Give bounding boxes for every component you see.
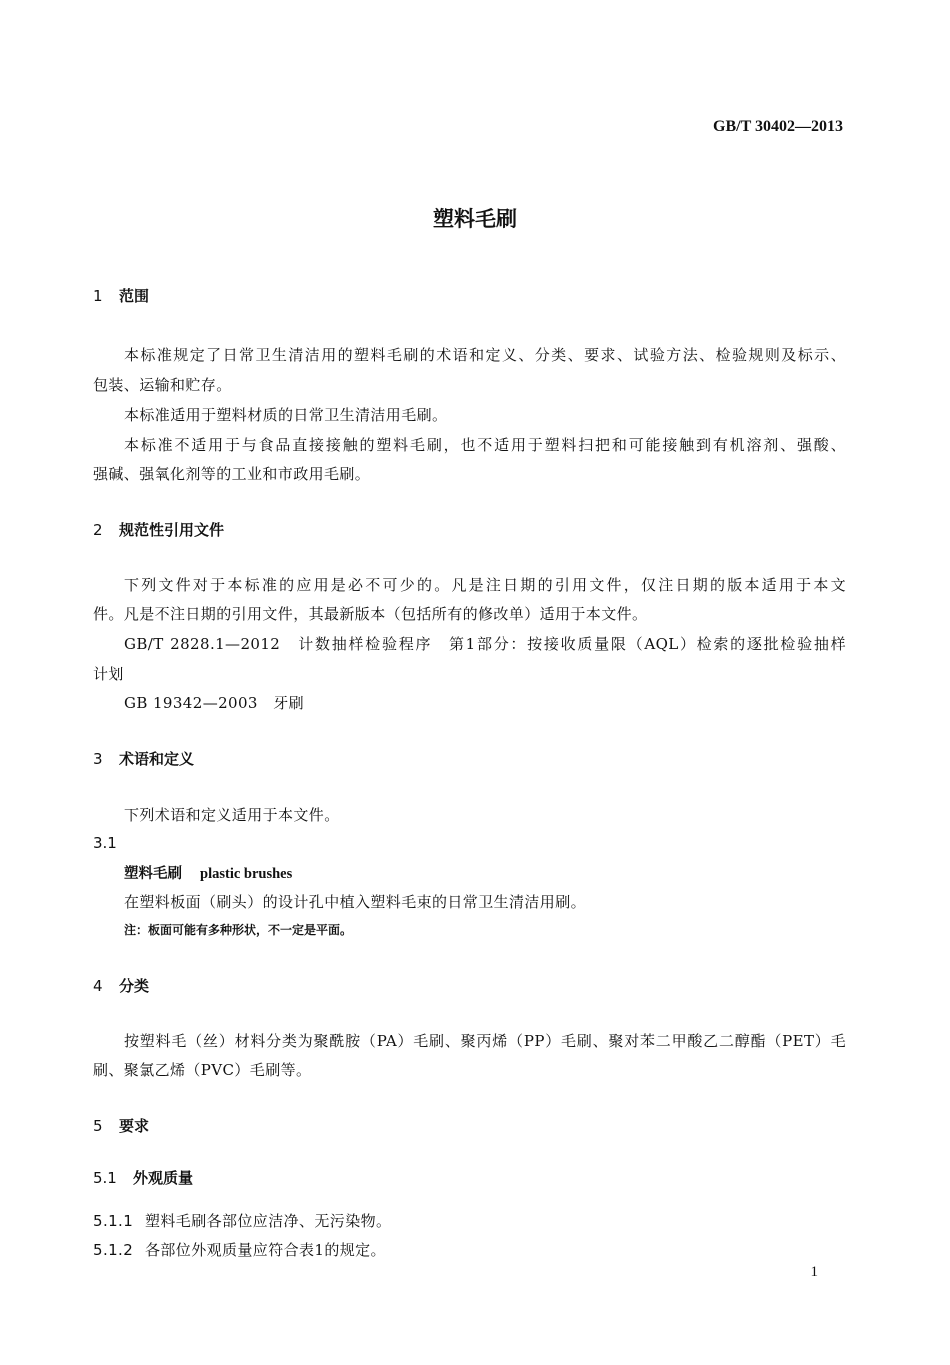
paragraph-continuation: 件。凡是不注日期的引用文件，其最新版本（包括所有的修改单）适用于本文件。 — [93, 605, 648, 623]
note: 注：板面可能有多种形状，不一定是平面。 — [124, 923, 353, 937]
term-english: plastic brushes — [200, 866, 293, 882]
clause-text: 塑料毛刷各部位应洁净、无污染物。 — [145, 1212, 392, 1230]
section-title: 分类 — [119, 977, 150, 995]
section-number: 1 — [93, 287, 103, 305]
clause-5-1-1 — [93, 1210, 391, 1231]
section-3-heading — [93, 748, 194, 769]
paragraph-continuation: 包装、运输和贮存。 — [93, 376, 232, 394]
reference-entry: GB/T 2828.1—2012 计数抽样检验程序 第1部分：按接收质量限（AQL）检索的逐批检验抽样 — [124, 635, 846, 653]
section-1-heading — [93, 285, 149, 306]
section-number: 3 — [93, 750, 103, 768]
term-definition: 在塑料板面（刷头）的设计孔中植入塑料毛束的日常卫生清洁用刷。 — [124, 893, 587, 911]
section-2-heading — [93, 519, 224, 540]
subsection-number: 5.1 — [93, 1169, 117, 1187]
paragraph: 本标准不适用于与食品直接接触的塑料毛刷，也不适用于塑料扫把和可能接触到有机溶剂、强酸、 — [124, 436, 846, 454]
paragraph-continuation: 强碱、强氧化剂等的工业和市政用毛刷。 — [93, 465, 371, 483]
term-number: 3.1 — [93, 834, 117, 852]
paragraph: 本标准适用于塑料材质的日常卫生清洁用毛刷。 — [124, 406, 448, 424]
section-4-heading — [93, 975, 149, 996]
subsection-5-1-heading — [93, 1167, 193, 1188]
section-5-heading — [93, 1115, 149, 1136]
clause-text: 各部位外观质量应符合表1的规定。 — [145, 1241, 386, 1259]
section-title: 要求 — [119, 1117, 150, 1135]
standard-number: GB/T 30402—2013 — [713, 118, 843, 135]
section-number: 5 — [93, 1117, 103, 1135]
clause-number: 5.1.2 — [93, 1241, 134, 1259]
paragraph: 下列术语和定义适用于本文件。 — [124, 806, 340, 824]
paragraph: 按塑料毛（丝）材料分类为聚酰胺（PA）毛刷、聚丙烯（PP）毛刷、聚对苯二甲酸乙二醇酯（PET）毛 — [124, 1032, 846, 1050]
subsection-title: 外观质量 — [133, 1169, 194, 1187]
clause-5-1-2 — [93, 1239, 386, 1260]
term-chinese: 塑料毛刷 — [124, 865, 182, 882]
paragraph: 下列文件对于本标准的应用是必不可少的。凡是注日期的引用文件，仅注日期的版本适用于本文 — [124, 576, 846, 594]
section-title: 规范性引用文件 — [119, 521, 225, 539]
page-number: 1 — [810, 1264, 818, 1280]
section-number: 4 — [93, 977, 103, 995]
paragraph: 本标准规定了日常卫生清洁用的塑料毛刷的术语和定义、分类、要求、试验方法、检验规则及标示、 — [124, 346, 846, 364]
section-number: 2 — [93, 521, 103, 539]
term-entry — [124, 862, 292, 883]
paragraph-continuation: 刷、聚氯乙烯（PVC）毛刷等。 — [93, 1061, 312, 1079]
section-title: 术语和定义 — [119, 750, 195, 768]
section-title: 范围 — [119, 287, 150, 305]
reference-entry: GB 19342—2003 牙刷 — [124, 694, 305, 712]
reference-entry-continuation: 计划 — [93, 665, 124, 683]
document-title: 塑料毛刷 — [433, 207, 517, 231]
clause-number: 5.1.1 — [93, 1212, 134, 1230]
